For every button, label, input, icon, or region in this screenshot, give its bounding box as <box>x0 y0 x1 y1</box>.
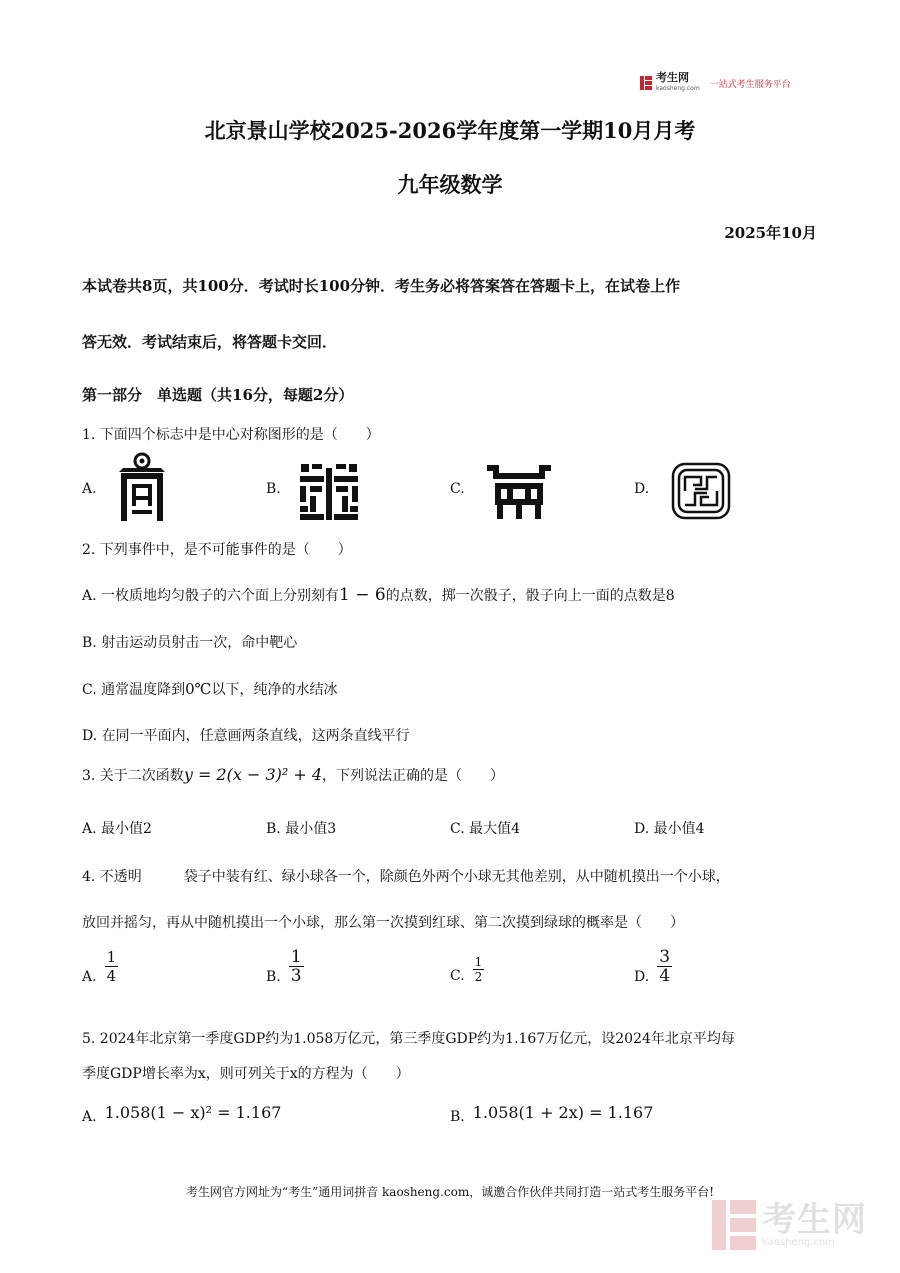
watermark-logo-icon <box>712 1200 756 1250</box>
q5-line2: 季度GDP增长率为x，则可列关于x的方程为（ ） <box>82 1066 410 1082</box>
q2-option-b: B. 射击运动员射击一次，命中靶心 <box>82 635 298 651</box>
kaosheng-logo-icon <box>640 76 652 90</box>
q1-option-a-emblem-icon <box>113 452 171 522</box>
brand-name: 考生网 kaosheng.com <box>656 71 700 92</box>
q4-fraction-d: $\frac{3}{4}$ <box>659 947 671 986</box>
q4-option-b <box>266 948 304 985</box>
q4-fraction-c: $\frac{1}{2}$ <box>474 955 483 984</box>
q3-stem <box>82 765 504 785</box>
q4-fraction-a: $\frac{1}{4}$ <box>106 948 117 985</box>
q1-option-d-knot-icon <box>670 461 732 521</box>
q4-option-d <box>634 948 672 985</box>
q1-label-a: A. <box>82 481 97 497</box>
q3-option-a: A. 最小值2 <box>82 821 152 837</box>
q4-option-a <box>82 948 118 985</box>
q4-fraction-b: $\frac{1}{3}$ <box>290 947 302 986</box>
brand-logo <box>640 72 791 94</box>
q2-c-post: 以下，纯净的水结冰 <box>211 682 338 698</box>
q1-label-b: B. <box>266 481 281 497</box>
q2-c-pre: C. 通常温度降到 <box>82 682 186 698</box>
q2-a-pre: A. 一枚质地均匀骰子的六个面上分别刻有 <box>82 588 340 604</box>
q5-option-b <box>450 1099 653 1125</box>
q3-option-c: C. 最大值4 <box>450 821 521 837</box>
q4-label-d: D. <box>634 969 650 985</box>
q2-option-c <box>82 679 337 699</box>
footer-text: 考生网官方网址为“考生”通用词拼音 kaosheng.com，诚邀合作伙伴共同打造一站式考生服务平台! <box>185 1185 715 1199</box>
q5-label-a: A. <box>82 1109 97 1125</box>
q4-option-c <box>450 955 484 984</box>
q1-option-b-pattern-icon <box>298 462 360 522</box>
brand-slogan: 一站式考生服务平台 <box>709 79 791 90</box>
q5-line1: 5. 2024年北京第一季度GDP约为1.058万亿元，第三季度GDP约为1.167万亿元，设2024年北京平均每 <box>82 1031 735 1047</box>
q2-stem: 2. 下列事件中，是不可能事件的是（ ） <box>82 542 352 558</box>
q2-c-math: 0℃ <box>185 680 212 698</box>
exam-title: 北京景山学校2025-2026学年度第一学期10月月考 <box>204 118 696 143</box>
q4-label-b: B. <box>266 969 281 985</box>
q1-label-c: C. <box>450 481 465 497</box>
q4-label-a: A. <box>82 969 97 985</box>
q4-label-c: C. <box>450 968 465 984</box>
q1-option-c-vessel-icon <box>485 463 553 521</box>
watermark <box>712 1200 867 1250</box>
q2-option-a <box>82 585 675 605</box>
q4-line1: 4. 不透明 袋子中装有红、绿小球各一个，除颜色外两个小球无其他差别，从中随机摸出一个小球， <box>82 869 730 885</box>
q3-stem-post: ，下列说法正确的是（ ） <box>322 768 505 784</box>
q3-function: y = 2(x − 3)² + 4 <box>183 765 323 784</box>
q3-option-b: B. 最小值3 <box>266 821 337 837</box>
q2-a-end: 8 <box>665 588 675 604</box>
q4-line2: 放回并摇匀，再从中随机摸出一个小球，那么第一次摸到红球、第二次摸到绿球的概率是（ ） <box>82 915 684 931</box>
q5-label-b: B. <box>450 1109 465 1125</box>
watermark-text: 考生网 <box>762 1199 867 1240</box>
q2-a-math: 1 − 6 <box>339 585 386 605</box>
instructions-line1: 本试卷共8页，共100分．考试时长100分钟．考生务必将答案答在答题卡上，在试卷上作 <box>82 277 681 295</box>
exam-subtitle: 九年级数学 <box>397 172 503 197</box>
section-heading: 第一部分 单选题（共16分，每题2分） <box>82 386 354 404</box>
q5-option-a <box>82 1099 281 1125</box>
watermark-domain: kaosheng.com <box>762 1236 835 1248</box>
q3-stem-pre: 3. 关于二次函数 <box>82 768 184 784</box>
q1-stem: 1. 下面四个标志中是中心对称图形的是（ ） <box>82 427 380 443</box>
exam-date: 2025年10月 <box>724 224 817 242</box>
q2-option-d: D. 在同一平面内，任意画两条直线，这两条直线平行 <box>82 728 410 744</box>
q2-a-post: 的点数，掷一次骰子，骰子向上一面的点数是 <box>385 588 666 604</box>
q3-option-d: D. 最小值4 <box>634 821 705 837</box>
q5-equation-b: 1.058(1 + 2x) = 1.167 <box>472 1102 654 1122</box>
q1-label-d: D. <box>634 481 650 497</box>
instructions-line2: 答无效．考试结束后，将答题卡交回． <box>82 333 338 351</box>
q5-equation-a: 1.058(1 − x)² = 1.167 <box>104 1102 282 1122</box>
